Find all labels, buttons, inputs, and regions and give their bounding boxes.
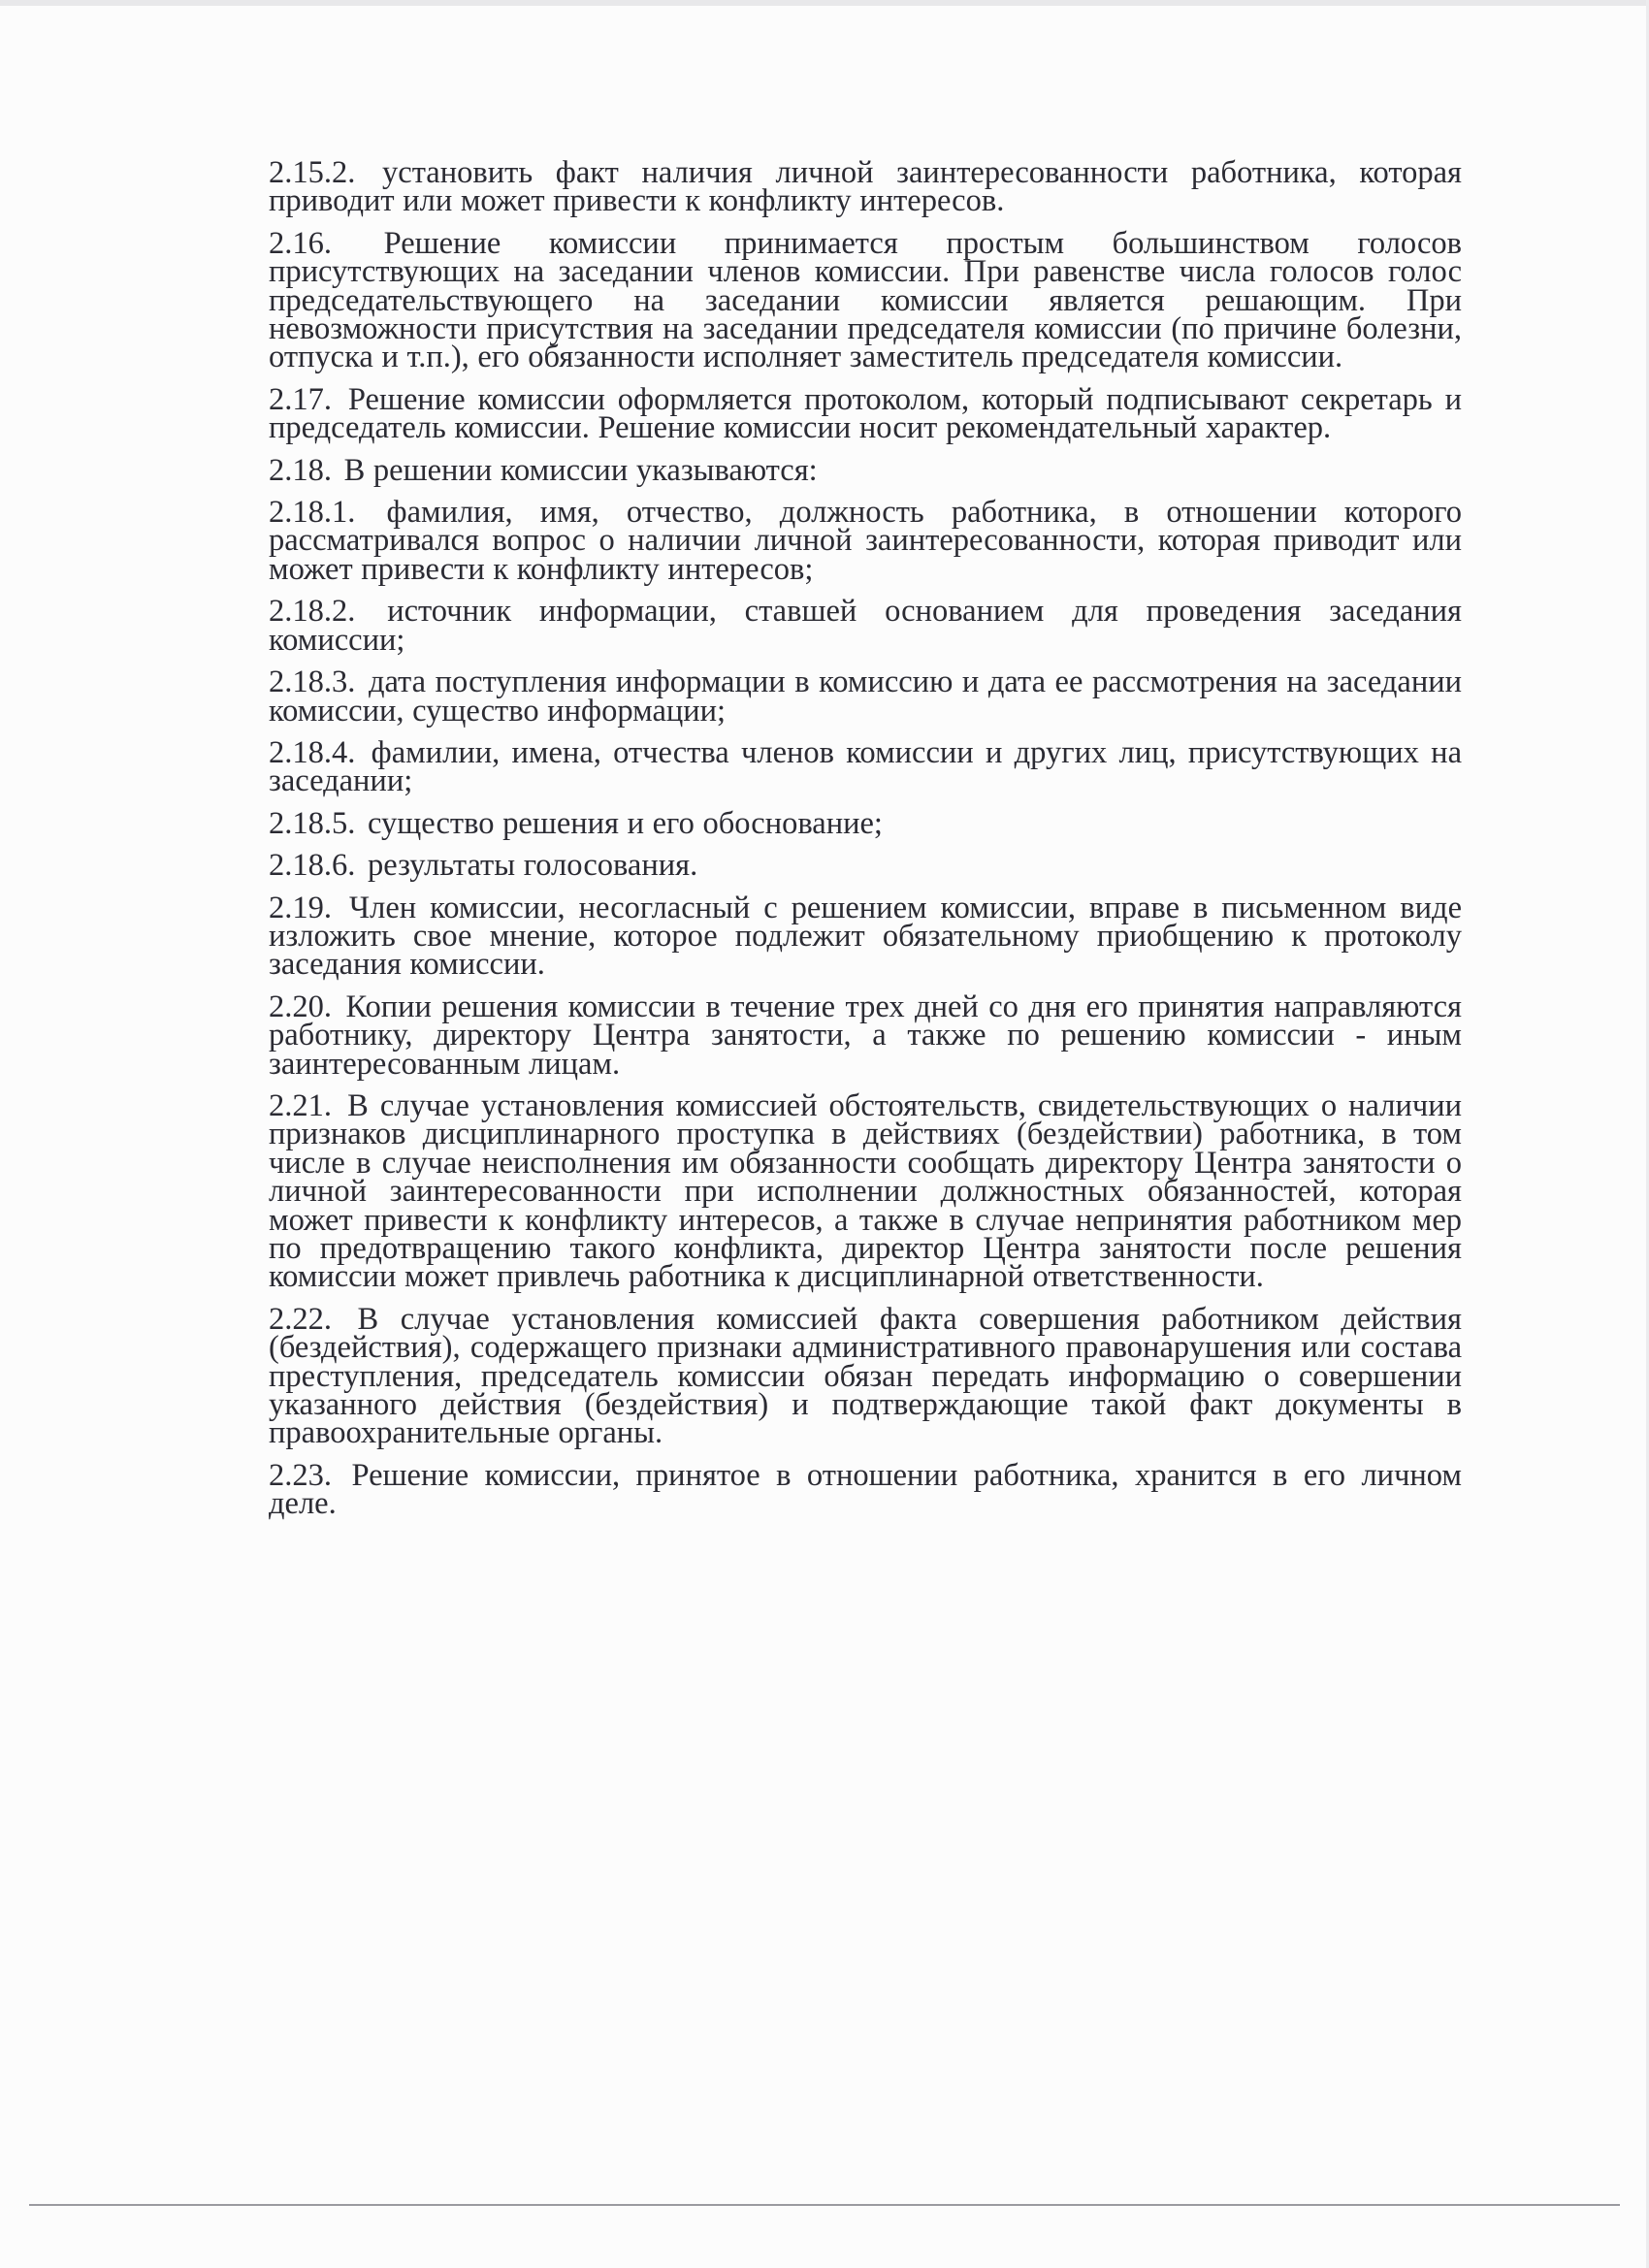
document-body bbox=[269, 155, 1463, 1533]
paragraph-text: источник информации, ставшей основанием для проведения заседания комиссии; bbox=[269, 594, 1462, 658]
paragraph-2-16 bbox=[269, 225, 1462, 375]
paragraph-number: 2.23. bbox=[269, 1457, 332, 1493]
paragraph-number: 2.18.1. bbox=[269, 495, 356, 531]
paragraph-2-18-2 bbox=[269, 594, 1462, 658]
paragraph-text: Член комиссии, несогласный с решением комиссии, вправе в письменном виде изложить свое мнение, которое подлежит обязательному приобщению к протоколу заседания комиссии. bbox=[269, 890, 1462, 983]
paragraph-text: Решение комиссии принимается простым большинством голосов присутствующих на заседании членов комиссии. При равенстве числа голосов голос председательствующего на заседании комиссии является решающим. При невозможности присутствия на заседании председателя комиссии (по причине болезни, отпуска и т.п.), его обязанности исполняет заместитель председателя комиссии. bbox=[269, 225, 1462, 375]
paragraph-text: результаты голосования. bbox=[368, 848, 698, 884]
paragraph-text: Решение комиссии оформляется протоколом, который подписывают секретарь и председатель комиссии. Решение комиссии носит рекомендательный характер. bbox=[269, 381, 1462, 446]
paragraph-number: 2.17. bbox=[269, 381, 332, 417]
paragraph-text: фамилии, имена, отчества членов комиссии и других лиц, присутствующих на заседании; bbox=[269, 734, 1462, 799]
paragraph-text: установить факт наличия личной заинтересованности работника, которая приводит или может привести к конфликту интересов. bbox=[269, 155, 1462, 219]
paragraph-number: 2.16. bbox=[269, 225, 332, 261]
paragraph-number: 2.18.2. bbox=[269, 594, 356, 630]
paragraph-number: 2.20. bbox=[269, 988, 332, 1024]
paragraph-2-18-3 bbox=[269, 664, 1463, 729]
paragraph-number: 2.18.3. bbox=[269, 664, 356, 700]
paragraph-text: В решении комиссии указываются: bbox=[343, 452, 818, 488]
paragraph-2-18-1 bbox=[269, 495, 1463, 587]
paragraph-number: 2.18.6. bbox=[269, 848, 356, 884]
paragraph-text: существо решения и его обоснование; bbox=[368, 805, 883, 841]
scan-edge-top bbox=[0, 0, 1649, 6]
paragraph-2-19 bbox=[269, 890, 1462, 983]
paragraph-text: Решение комиссии, принятое в отношении работника, хранится в его личном деле. bbox=[269, 1457, 1463, 1522]
paragraph-number: 2.22. bbox=[269, 1301, 332, 1337]
paragraph-text: В случае установления комиссией обстоятельств, свидетельствующих о наличии признаков дисциплинарного проступка в действиях (бездействии) работника, в том числе в случае неисполнения им обязанности сообщать директору Центра занятости о личной заинтересованности при исполнении должностных обязанностей, которая может привести к конфликту интересов, а также в случае непринятия работником мер по предотвращению такого конфликта, директор Центра занятости после решения комиссии может привлечь работника к дисциплинарной ответственности. bbox=[269, 1087, 1462, 1295]
paragraph-2-23 bbox=[269, 1457, 1463, 1522]
paragraph-number: 2.18. bbox=[269, 452, 332, 488]
paragraph-2-18-5 bbox=[269, 805, 1462, 841]
paragraph-2-18-4 bbox=[269, 734, 1462, 799]
paragraph-text: фамилия, имя, отчество, должность работника, в отношении которого рассматривался вопрос о наличии личной заинтересованности, которая приводит или может привести к конфликту интересов; bbox=[269, 495, 1463, 587]
paragraph-2-15-2 bbox=[269, 155, 1462, 219]
paragraph-2-20 bbox=[269, 988, 1463, 1082]
paragraph-2-22 bbox=[269, 1301, 1462, 1451]
paragraph-number: 2.18.5. bbox=[269, 805, 356, 841]
paragraph-number: 2.18.4. bbox=[269, 734, 356, 770]
paragraph-text: В случае установления комиссией факта совершения работником действия (бездействия), содержащего признаки административного правонарушения или состава преступления, председатель комиссии обязан передать информацию о совершении указанного действия (бездействия) и подтверждающие такой факт документы в правоохранительные органы. bbox=[269, 1301, 1462, 1451]
paragraph-2-18-6 bbox=[269, 848, 1462, 884]
paragraph-number: 2.21. bbox=[269, 1087, 332, 1123]
paragraph-2-17 bbox=[269, 381, 1462, 446]
paragraph-number: 2.15.2. bbox=[269, 155, 356, 190]
footer-rule bbox=[29, 2204, 1620, 2206]
paragraph-2-18 bbox=[269, 452, 1462, 488]
paragraph-number: 2.19. bbox=[269, 890, 332, 925]
paragraph-text: Копии решения комиссии в течение трех дней со дня его принятия направляются работнику, директору Центра занятости, а также по решению комиссии - иным заинтересованным лицам. bbox=[269, 988, 1463, 1082]
paragraph-2-21 bbox=[269, 1087, 1462, 1295]
paragraph-text: дата поступления информации в комиссию и дата ее рассмотрения на заседании комиссии, существо информации; bbox=[269, 664, 1463, 729]
